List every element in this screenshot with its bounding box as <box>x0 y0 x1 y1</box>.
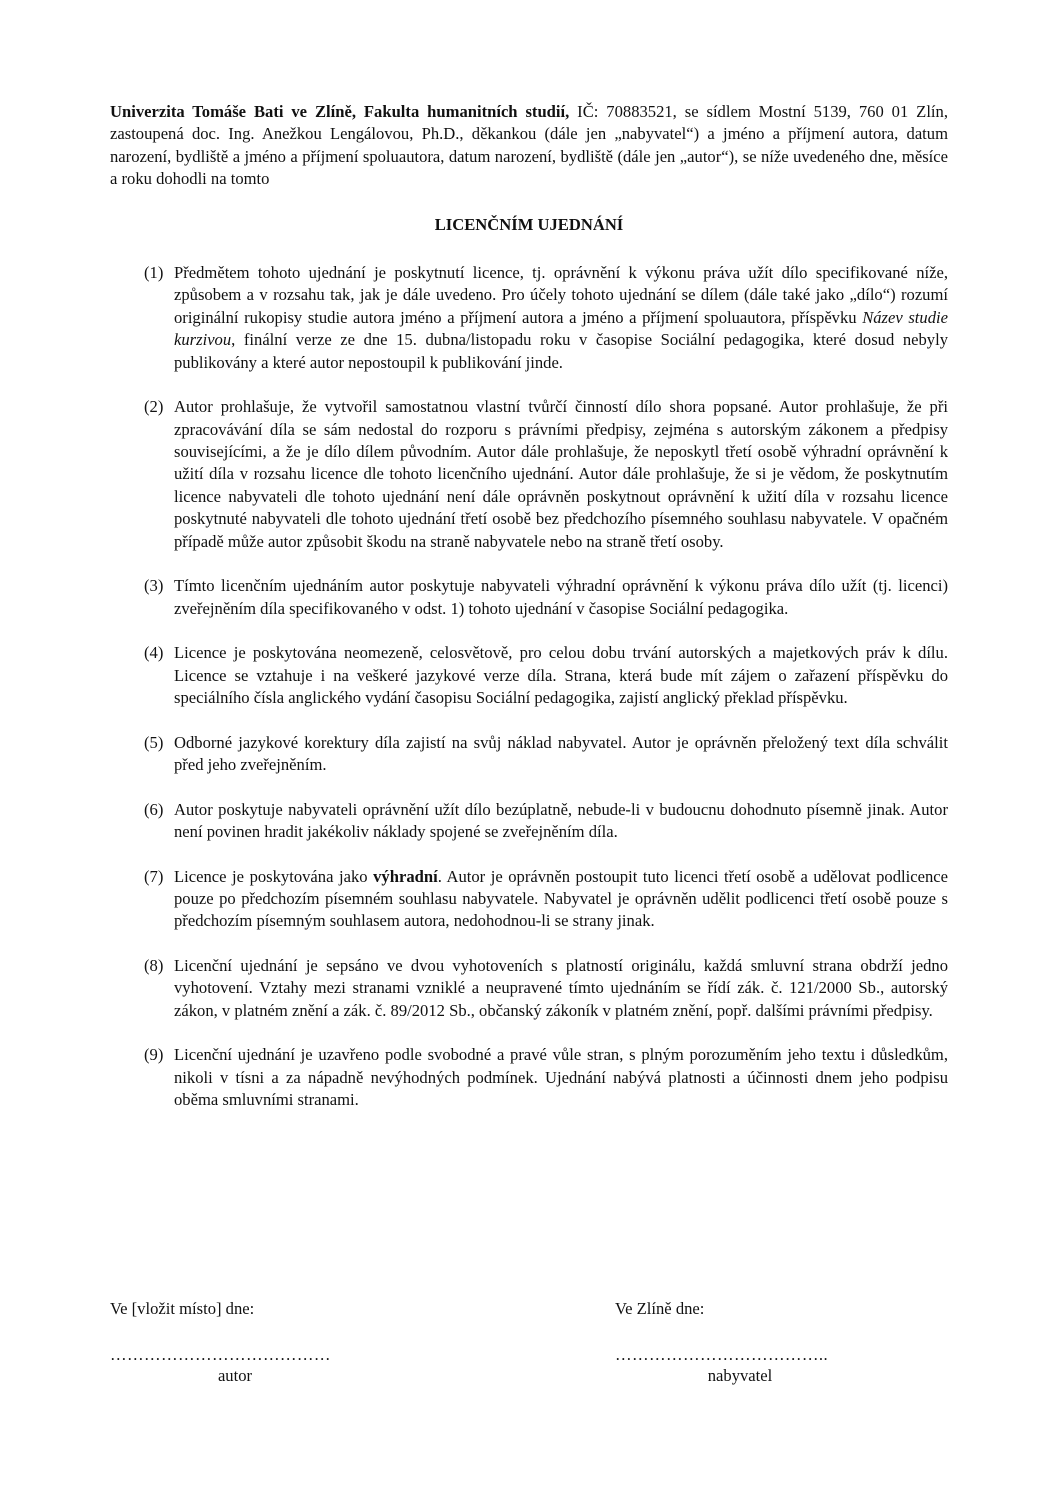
clause-number: (3) <box>144 576 164 596</box>
clause-number: (9) <box>144 1045 164 1065</box>
clause-number: (2) <box>144 397 164 417</box>
clause-text-part: Licence je poskytována jako <box>174 866 374 886</box>
clause-text: Odborné jazykové korektury díla zajistí na svůj náklad nabyvatel. Autor je oprávněn přeložený text díla schválit před jeho zveřejněním. <box>174 732 948 775</box>
clause-text: Licence je poskytována neomezeně, celosvětově, pro celou dobu trvání autorských a majetkových práv k dílu. Licence se vztahuje i na veškeré jazykové verze díla. Strana, která bude mít zájem o zařazení příspěvku do speciálního čísla anglického vydání časopisu Sociální pedagogika, zajistí anglický překlad příspěvku. <box>174 643 948 708</box>
clause-number: (4) <box>144 643 164 663</box>
signature-block-author <box>110 1298 390 1387</box>
clause-3 <box>110 575 948 620</box>
clause-6 <box>110 799 948 844</box>
signature-place-date: Ve [vložit místo] dne: <box>110 1299 255 1318</box>
intro-text: IČ: 70883521, se sídlem Mostní 5139, 760 01 Zlín, zastoupená doc. Ing. Anežkou Lengálovou, Ph.D., děkankou (dále jen „nabyvatel“) a jméno a příjmení autora, datum narození, bydliště a jméno a příjmení spoluautora, datum narození, bydliště (dále jen „autor“), se níže uvedeného dne, měsíce a roku dohodli na tomto <box>110 102 948 189</box>
clause-2 <box>110 396 948 553</box>
clause-number: (6) <box>144 799 164 819</box>
clause-number: (5) <box>144 732 164 752</box>
clause-number: (7) <box>144 866 164 886</box>
clause-text: Licenční ujednání je sepsáno ve dvou vyhotoveních s platností originálu, každá smluvní strana obdrží jedno vyhotovení. Vztahy mezi stranami vzniklé a neupravené tímto ujednáním se řídí zák. č. 121/2000 Sb., autorský zákon, v platném znění a zák. č. 89/2012 Sb., občanský zákoník v platném znění, popř. dalšími právními předpisy. <box>174 956 948 1020</box>
signature-line: ………………………………… <box>110 1345 331 1365</box>
intro-party-name: Univerzita Tomáše Bati ve Zlíně, Fakulta humanitních studií, <box>110 102 570 121</box>
clause-text-part: Předmětem tohoto ujednání je poskytnutí licence, tj. oprávnění k výkonu práva užít dílo specifikované níže, způsobem a v rozsahu tak, jak je dále uvedeno. Pro účely tohoto ujednání se dílem (dále také jako „dílo“) rozumí originální rukopisy studie autora jméno a příjmení autora a jméno a příjmení spoluautora, příspěvku <box>174 263 948 327</box>
clause-9 <box>110 1044 948 1111</box>
clause-4 <box>110 642 948 709</box>
clause-8 <box>110 955 948 1022</box>
clause-number: (1) <box>144 263 164 282</box>
clause-text-part: , finální verze ze dne 15. dubna/listopadu roku v časopise Sociální pedagogika, které dosud nebyly publikovány a které autor nepostoupil k publikování jinde. <box>174 330 948 372</box>
clause-text-part: . Autor je oprávněn postoupit tuto licenci třetí osobě a udělovat podlicence pouze po předchozím písemném souhlasu nabyvatele. Nabyvatel je oprávněn udělit podlicenci třetí osobě pouze s předchozím písemným souhlasem autora, nedohodnou-li se strany jinak. <box>174 866 948 931</box>
signature-block-licensee <box>615 1298 895 1387</box>
document-title: LICENČNÍM UJEDNÁNÍ <box>434 215 624 234</box>
signature-line: ……………………………….. <box>615 1345 829 1365</box>
clause-5 <box>110 732 948 777</box>
clause-text <box>174 867 948 931</box>
clause-text: Autor poskytuje nabyvateli oprávnění užít dílo bezúplatně, nebude-li v budoucnu dohodnuto písemně jinak. Autor není povinen hradit jakékoliv náklady spojené se zveřejněním díla. <box>174 799 948 842</box>
clause-7 <box>110 866 948 933</box>
clause-number: (8) <box>144 956 164 976</box>
clause-text: Autor prohlašuje, že vytvořil samostatnou vlastní tvůrčí činností dílo shora popsané. Autor prohlašuje, že při zpracovávání díla se sám nedostal do rozporu s právními předpisy, zejména s autorským zákonem a předpisy souvisejícími, a že je dílo dílem původním. Autor dále prohlašuje, že neposkytl třetí osobě výhradní oprávnění k užití díla v rozsahu licence dle tohoto licenčního ujednání. Autor dále prohlašuje, že si je vědom, že poskytnutím licence nabyvateli dle tohoto ujednání není dále oprávněn poskytnout oprávnění k užití díla v rozsahu licence poskytnuté nabyvateli dle tohoto ujednání třetí osobě bez předchozího písemného souhlasu nabyvatele. V opačném případě může autor způsobit škodu na straně nabyvatele nebo na straně třetí osoby. <box>174 397 948 551</box>
clause-1 <box>110 262 948 374</box>
clause-text: Licenční ujednání je uzavřeno podle svobodné a pravé vůle stran, s plným porozuměním jeho textu i důsledkům, nikoli v tísni a za nápadně nevýhodných podmínek. Ujednání nabývá platnosti a účinnosti dnem jeho podpisu oběma smluvními stranami. <box>174 1045 948 1110</box>
clause-text <box>174 263 948 372</box>
intro-paragraph <box>110 101 948 191</box>
signature-place-date: Ve Zlíně dne: <box>615 1299 705 1318</box>
signature-role: autor <box>217 1365 253 1385</box>
exclusive-keyword: výhradní <box>373 866 438 886</box>
clause-list <box>110 262 948 1134</box>
clause-text: Tímto licenčním ujednáním autor poskytuje nabyvateli výhradní oprávnění k výkonu práva dílo užít (tj. licenci) zveřejněním díla specifikovaného v odst. 1) tohoto ujednání v časopise Sociální pedagogika. <box>174 576 948 618</box>
study-title-placeholder: Název studie kurzivou <box>174 307 948 350</box>
signature-role: nabyvatel <box>707 1365 773 1385</box>
